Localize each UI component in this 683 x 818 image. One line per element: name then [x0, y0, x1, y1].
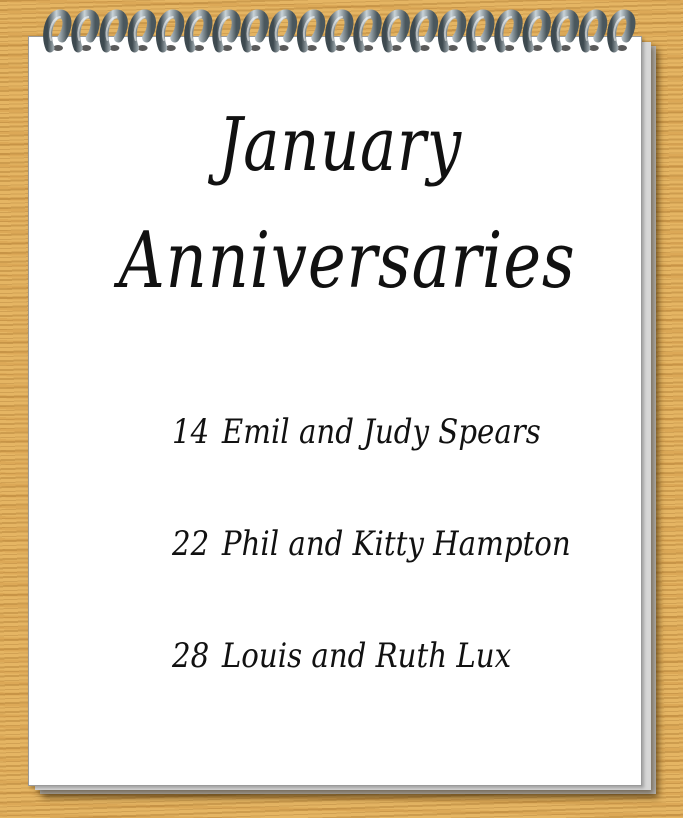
spiral-coil	[245, 14, 264, 51]
spiral-coil	[386, 14, 405, 51]
spiral-coil	[76, 14, 95, 51]
entry-day: 14	[172, 412, 210, 452]
spiral-coil	[358, 14, 377, 51]
spiral-binding-icon	[30, 4, 650, 64]
spiral-coil	[414, 14, 433, 51]
entry-day: 22	[172, 524, 210, 564]
entry-names: Louis and Ruth Lux	[221, 636, 512, 676]
spiral-coil	[160, 14, 179, 51]
spiral-coil	[273, 14, 292, 51]
entry-names: Emil and Judy Spears	[221, 412, 541, 452]
spiral-coil	[555, 14, 574, 51]
spiral-coil	[132, 14, 151, 51]
list-item	[172, 412, 550, 524]
spiral-coil	[442, 14, 461, 51]
title-heading: Anniversaries	[118, 216, 576, 306]
anniversary-list	[172, 412, 612, 748]
spiral-coil	[527, 14, 546, 51]
spiral-coil	[189, 14, 208, 51]
spiral-coil	[301, 14, 320, 51]
spiral-coil	[612, 14, 631, 51]
list-item	[172, 636, 550, 748]
title-month: January	[218, 102, 462, 188]
spiral-coil	[499, 14, 518, 51]
spiral-coil	[583, 14, 602, 51]
spiral-coil	[471, 14, 490, 51]
spiral-coil	[104, 14, 123, 51]
spiral-coil	[217, 14, 236, 51]
entry-names: Phil and Kitty Hampton	[221, 524, 571, 564]
list-item	[172, 524, 571, 636]
entry-day: 28	[172, 636, 210, 676]
spiral-coil	[330, 14, 349, 51]
spiral-coil	[48, 14, 67, 51]
